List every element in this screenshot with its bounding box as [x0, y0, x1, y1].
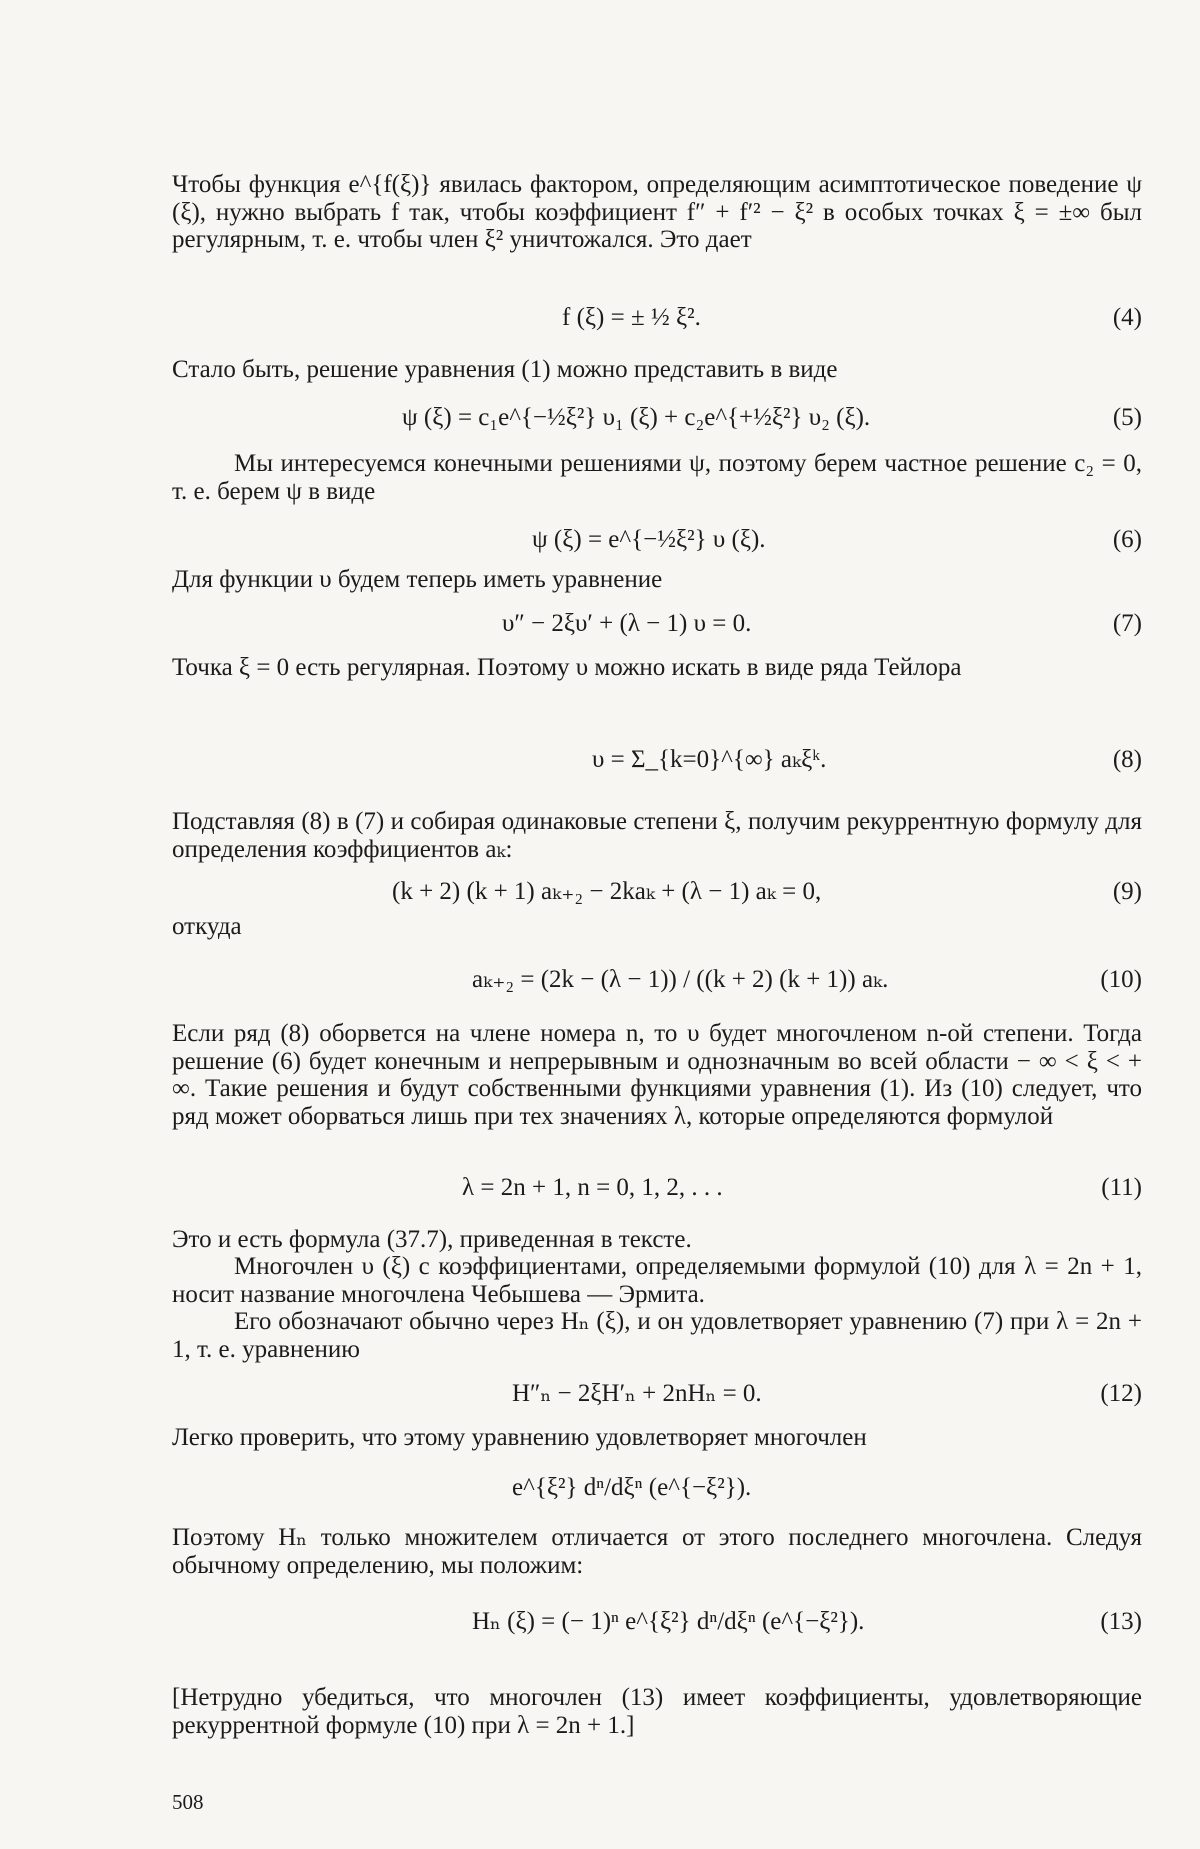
- paragraph-13: Поэтому Hₙ только множителем отличается от этого последнего многочлена. Следуя обычному определению, мы положим:: [172, 1524, 1142, 1579]
- paragraph-10: Многочлен υ (ξ) с коэффициентами, определяемыми формулой (10) для λ = 2n + 1, носит название многочлена Чебышева — Эрмита.: [172, 1253, 1142, 1308]
- equation-8: υ = Σ_{k=0}^{∞} aₖξᵏ. (8): [592, 746, 1142, 773]
- paragraph-3: Мы интересуемся конечными решениями ψ, поэтому берем частное решение c₂ = 0, т. е. берем ψ в виде: [172, 450, 1142, 505]
- equation-7: υ″ − 2ξυ′ + (λ − 1) υ = 0. (7): [502, 610, 1142, 637]
- paragraph-12: Легко проверить, что этому уравнению удовлетворяет многочлен: [172, 1424, 867, 1451]
- paragraph-14: [Нетрудно убедиться, что многочлен (13) имеет коэффициенты, удовлетворяющие рекуррентной формуле (10) при λ = 2n + 1.]: [172, 1684, 1142, 1739]
- equation-6: ψ (ξ) = e^{−½ξ²} υ (ξ). (6): [532, 526, 1142, 553]
- paragraph-1: Чтобы функция e^{f(ξ)} явилась фактором, определяющим асимптотическое поведение ψ (ξ), нужно выбрать f так, чтобы коэффициент f″ + f′² − ξ² в особых точках ξ = ±∞ был регулярным, т. е. чтобы член ξ² уничтожался. Это дает: [172, 171, 1142, 253]
- equation-unnumbered: e^{ξ²} dⁿ/dξⁿ (e^{−ξ²}).: [512, 1474, 752, 1501]
- equation-9: (k + 2) (k + 1) aₖ₊₂ − 2kaₖ + (λ − 1) aₖ = 0, (9): [392, 878, 1142, 905]
- equation-5: ψ (ξ) = c₁e^{−½ξ²} υ₁ (ξ) + c₂e^{+½ξ²} υ₂ (ξ). (5): [402, 404, 1142, 431]
- equation-13: Hₙ (ξ) = (− 1)ⁿ e^{ξ²} dⁿ/dξⁿ (e^{−ξ²}). (13): [472, 1608, 1142, 1635]
- paragraph-4: Для функции υ будем теперь иметь уравнение: [172, 566, 663, 593]
- paragraph-7: откуда: [172, 913, 242, 940]
- paragraph-2: Стало быть, решение уравнения (1) можно представить в виде: [172, 356, 838, 383]
- equation-4: f (ξ) = ± ½ ξ². (4): [562, 304, 1142, 331]
- equation-10: aₖ₊₂ = (2k − (λ − 1)) / ((k + 2) (k + 1)) aₖ. (10): [472, 966, 1142, 993]
- equation-11: λ = 2n + 1, n = 0, 1, 2, . . . (11): [462, 1174, 1142, 1201]
- paragraph-5: Точка ξ = 0 есть регулярная. Поэтому υ можно искать в виде ряда Тейлора: [172, 654, 962, 681]
- paragraph-8: Если ряд (8) оборвется на члене номера n, то υ будет многочленом n-ой степени. Тогда решение (6) будет конечным и непрерывным и однозначным во всей области − ∞ < ξ < + ∞. Такие решения и будут собственными функциями уравнения (1). Из (10) следует, что ряд может оборваться лишь при тех значениях λ, которые определяются формулой: [172, 1020, 1142, 1130]
- paragraph-11: Его обозначают обычно через Hₙ (ξ), и он удовлетворяет уравнению (7) при λ = 2n + 1, т. е. уравнению: [172, 1308, 1142, 1363]
- page-number: 508: [172, 1790, 204, 1814]
- paragraph-6: Подставляя (8) в (7) и собирая одинаковые степени ξ, получим рекуррентную формулу для определения коэффициентов aₖ:: [172, 808, 1142, 863]
- equation-12: H″ₙ − 2ξH′ₙ + 2nHₙ = 0. (12): [512, 1380, 1142, 1407]
- paragraph-9: Это и есть формула (37.7), приведенная в тексте.: [172, 1226, 692, 1253]
